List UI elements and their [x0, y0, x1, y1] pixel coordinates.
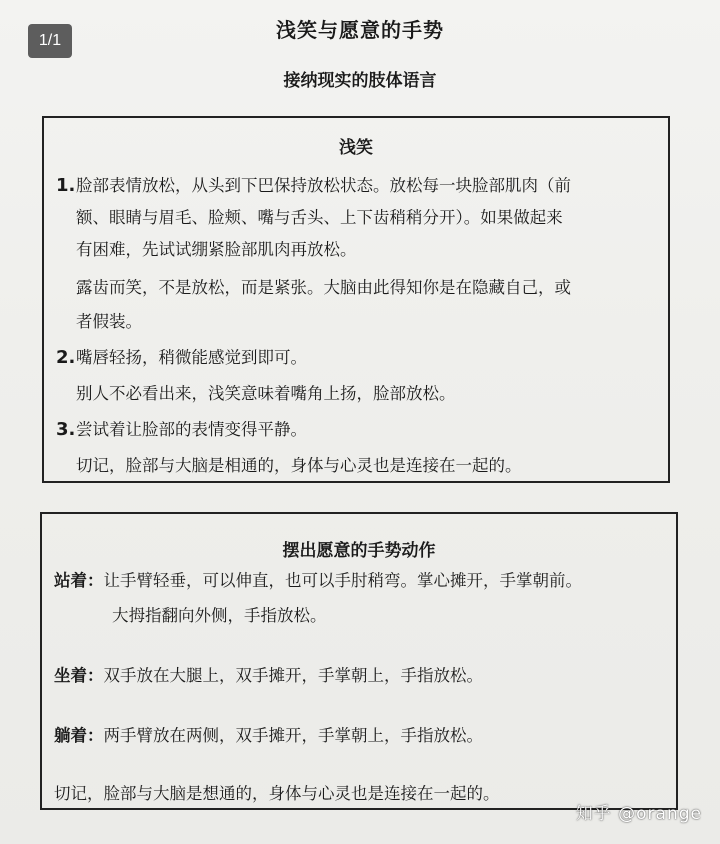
item-2-number: 2.	[56, 347, 76, 368]
lying-label: 躺着：	[54, 726, 104, 745]
item-1-line-4: 露齿而笑，不是放松，而是紧张。大脑由此得知你是在隐藏自己，或	[76, 278, 571, 297]
zhihu-watermark: 知乎 @orange	[575, 804, 702, 824]
item-1-number: 1.	[56, 175, 76, 196]
smile-heading: 浅笑	[339, 138, 373, 158]
item-1-line-3: 有困难，先试试绷紧脸部肌肉再放松。	[76, 240, 357, 259]
document-subtitle: 接纳现实的肢体语言	[283, 71, 437, 91]
page-counter[interactable]: 1/1	[28, 24, 72, 58]
item-1-line-5: 者假装。	[76, 312, 142, 331]
item-2-line-2: 别人不必看出来，浅笑意味着嘴角上扬，脸部放松。	[76, 384, 456, 403]
gesture-heading: 摆出愿意的手势动作	[282, 541, 436, 561]
gesture-note: 切记，脸部与大脑是想通的，身体与心灵也是连接在一起的。	[54, 784, 500, 803]
item-2-line-1: 2.嘴唇轻扬，稍微能感觉到即可。	[56, 347, 307, 368]
standing-label: 站着：	[54, 571, 104, 590]
gesture-box	[40, 512, 678, 810]
item-1-line-1: 1.脸部表情放松，从头到下巴保持放松状态。放松每一块脸部肌肉（前	[56, 175, 571, 196]
sitting-label: 坐着：	[54, 666, 104, 685]
sitting-line: 坐着：双手放在大腿上，双手摊开，手掌朝上，手指放松。	[54, 666, 483, 685]
item-3-line-2: 切记，脸部与大脑是相通的，身体与心灵也是连接在一起的。	[76, 456, 522, 475]
item-3-number: 3.	[56, 419, 76, 440]
lying-line: 躺着：两手臂放在两侧，双手摊开，手掌朝上，手指放松。	[54, 726, 483, 745]
standing-line-2: 大拇指翻向外侧，手指放松。	[112, 606, 327, 625]
item-3-line-1: 3.尝试着让脸部的表情变得平静。	[56, 419, 307, 440]
item-1-line-2: 额、眼睛与眉毛、脸颊、嘴与舌头、上下齿稍稍分开）。如果做起来	[76, 208, 563, 227]
standing-line-1: 站着：让手臂轻垂，可以伸直，也可以手肘稍弯。掌心摊开，手掌朝前。	[54, 571, 582, 590]
smile-box	[42, 116, 670, 483]
document-title: 浅笑与愿意的手势	[276, 18, 444, 42]
